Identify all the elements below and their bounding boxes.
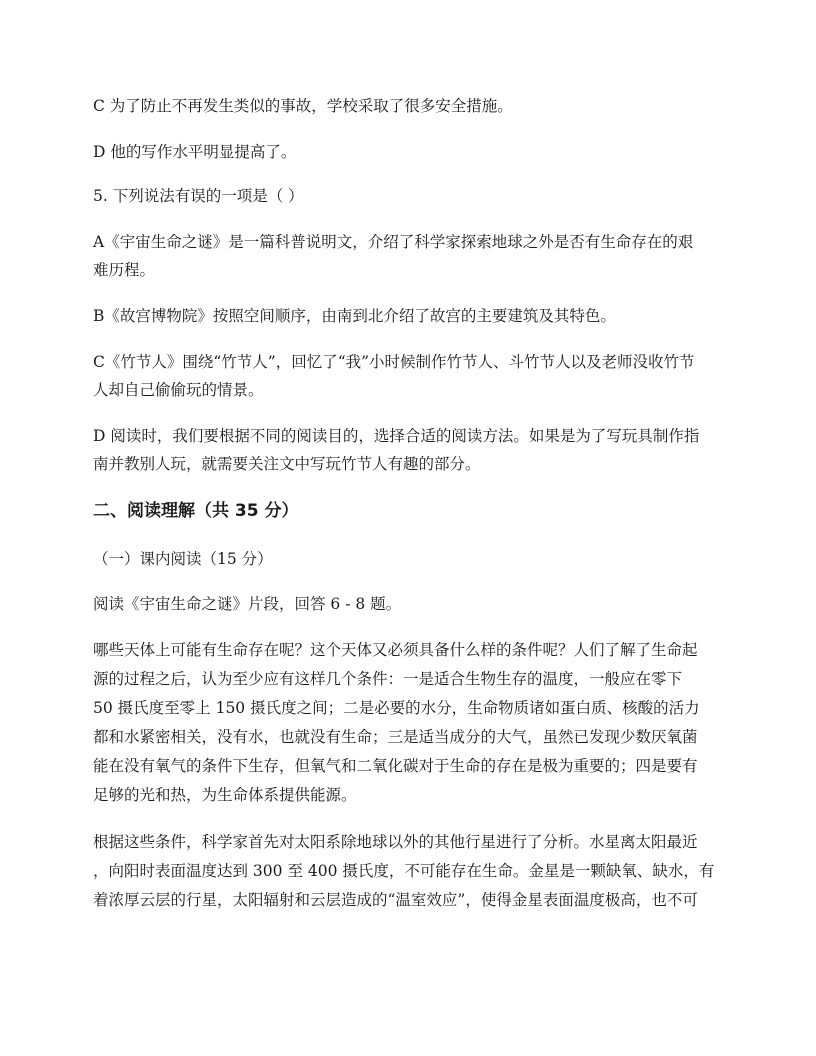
paragraph-1-line-2: 源的过程之后，认为至少应有这样几个条件：一是适合生物生存的温度，一般应在零下	[93, 670, 683, 688]
paragraph-1-line-1: 哪些天体上可能有生命存在呢？这个天体又必须具备什么样的条件呢？人们了解了生命起	[93, 641, 698, 659]
question-5-option-d-line-2: 南并教别人玩，就需要关注文中写玩竹节人有趣的部分。	[93, 455, 481, 473]
option-c-text: C 为了防止不再发生类似的事故，学校采取了很多安全措施。	[93, 97, 513, 115]
subsection-1-heading: （一）课内阅读（15 分）	[93, 550, 273, 568]
question-5-option-c-line-1: C《竹节人》围绕“竹节人”，回忆了“我”小时候制作竹节人、斗竹节人以及老师没收竹节	[93, 353, 695, 371]
section-2-heading: 二、阅读理解（共 35 分）	[93, 501, 299, 521]
paragraph-1-line-5: 能在没有氧气的条件下生存，但氧气和二氧化碳对于生命的存在是极为重要的；四是要有	[93, 757, 698, 775]
paragraph-2-line-1: 根据这些条件，科学家首先对太阳系除地球以外的其他行星进行了分析。水星离太阳最近	[93, 833, 698, 851]
question-5: 5. 下列说法有误的一项是（ ）	[93, 187, 304, 205]
paragraph-1-line-4: 都和水紧密相关，没有水，也就没有生命；三是适当成分的大气，虽然已发现少数厌氧菌	[93, 728, 698, 746]
question-5-option-a-line-1: A《宇宙生命之谜》是一篇科普说明文，介绍了科学家探索地球之外是否有生命存在的艰	[93, 233, 694, 251]
paragraph-1-line-3: 50 摄氏度至零上 150 摄氏度之间；二是必要的水分，生命物质诸如蛋白质、核酸的活力	[93, 699, 700, 717]
question-5-option-c-line-2: 人却自己偷偷玩的情景。	[93, 381, 264, 399]
paragraph-2-line-3: 着浓厚云层的行星，太阳辐射和云层造成的“温室效应”，使得金星表面温度极高，也不可	[93, 891, 698, 909]
question-5-option-b: B《故宫博物院》按照空间顺序，由南到北介绍了故宫的主要建筑及其特色。	[93, 307, 616, 325]
question-5-option-d-line-1: D 阅读时，我们要根据不同的阅读目的，选择合适的阅读方法。如果是为了写玩具制作指	[93, 427, 700, 445]
reading-intro: 阅读《宇宙生命之谜》片段，回答 6 - 8 题。	[93, 595, 402, 613]
paragraph-2-line-2: ，向阳时表面温度达到 300 至 400 摄氏度，不可能存在生命。金星是一颗缺氧、缺水，有	[93, 862, 715, 880]
option-d-text: D 他的写作水平明显提高了。	[93, 143, 297, 161]
paragraph-1-line-6: 足够的光和热，为生命体系提供能源。	[93, 786, 357, 804]
question-5-option-a-line-2: 难历程。	[93, 261, 156, 279]
